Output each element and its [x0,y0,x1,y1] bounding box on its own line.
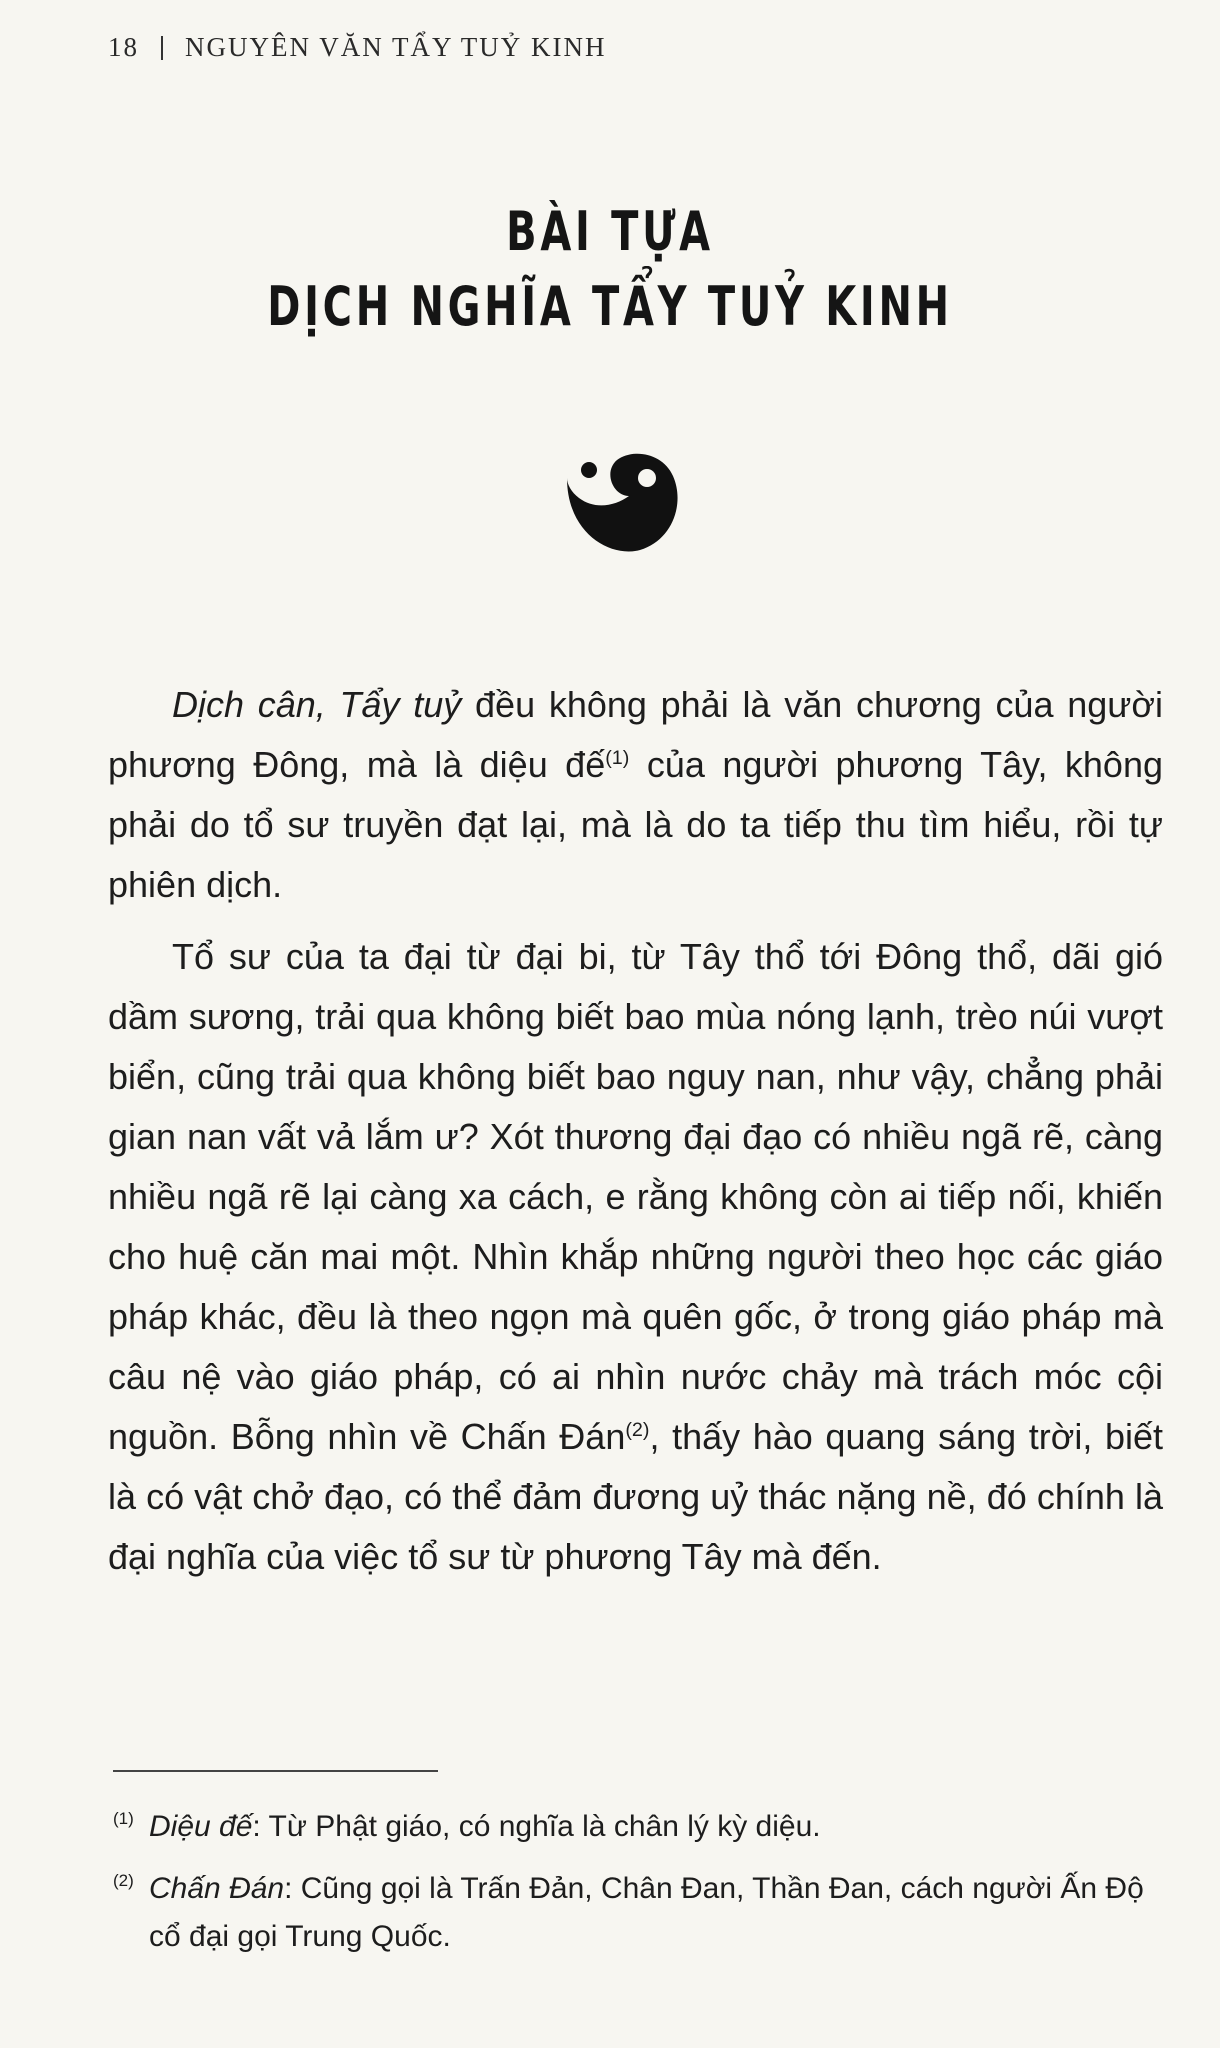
running-header [108,32,606,63]
paragraph-2-text-b: , thấy hào quang sáng trời, biết là có vật chở đạo, có thể đảm đương uỷ thác nặng nề, đó chính là đại nghĩa của việc tổ sư từ phương Tây mà đến. [108,1416,1164,1577]
yin-yang-icon [555,448,685,558]
book-title: NGUYÊN VĂN TẨY TUỶ KINH [185,32,607,62]
footnote-1 [113,1795,1163,1851]
footnote-2 [113,1857,1163,1961]
footnote-ref-1: (1) [605,747,630,769]
footnote-mark: (1) [113,1809,134,1828]
paragraph-2 [108,927,1163,1587]
footnote-divider [113,1770,438,1772]
footnotes [113,1795,1163,1967]
chapter-title-line-1: BÀI TỰA [506,200,714,263]
footnote-text: : Cũng gọi là Trấn Đản, Chân Đan, Thần Đan, cách người Ấn Độ cổ đại gọi Trung Quốc. [149,1872,1144,1953]
paragraph-1-text-b: của người phương Tây, không phải do tổ sư truyền đạt lại, mà là do ta tiếp thu tìm hiểu, rồi tự phiên dịch. [108,744,1163,905]
header-separator [161,36,163,60]
footnote-term: Chấn Đán [149,1872,285,1905]
footnote-ref-2: (2) [625,1419,650,1441]
paragraph-1 [108,675,1163,915]
body-text [108,675,1163,1599]
footnote-term: Diệu đế [149,1810,253,1843]
footnote-mark: (2) [113,1871,134,1890]
paragraph-1-text-a: đều không phải là văn chương của người phương Đông, mà là diệu đế [108,684,1163,785]
chapter-title-line-2: DỊCH NGHĨA TẨY TUỶ KINH [267,275,953,338]
paragraph-2-text-a: Tổ sư của ta đại từ đại bi, từ Tây thổ tới Đông thổ, dãi gió dầm sương, trải qua không biết bao mùa nóng lạnh, trèo núi vượt biển, cũng trải qua không biết bao nguy nan, như vậy, chẳng phải gian nan vất vả lắm ư? Xót thương đại đạo có nhiều ngã rẽ, càng nhiều ngã rẽ lại càng xa cách, e rằng không còn ai tiếp nối, khiến cho huệ căn mai một. Nhìn khắp những người theo học các giáo pháp khác, đều là theo ngọn mà quên gốc, ở trong giáo pháp mà câu nệ vào giáo pháp, có ai nhìn nước chảy mà trách móc cội nguồn. Bỗng nhìn về Chấn Đán [108,936,1163,1457]
italic-lead: Dịch cân, Tẩy tuỷ [172,684,462,725]
footnote-text: : Từ Phật giáo, có nghĩa là chân lý kỳ diệu. [252,1810,821,1843]
page-number: 18 [108,32,139,62]
